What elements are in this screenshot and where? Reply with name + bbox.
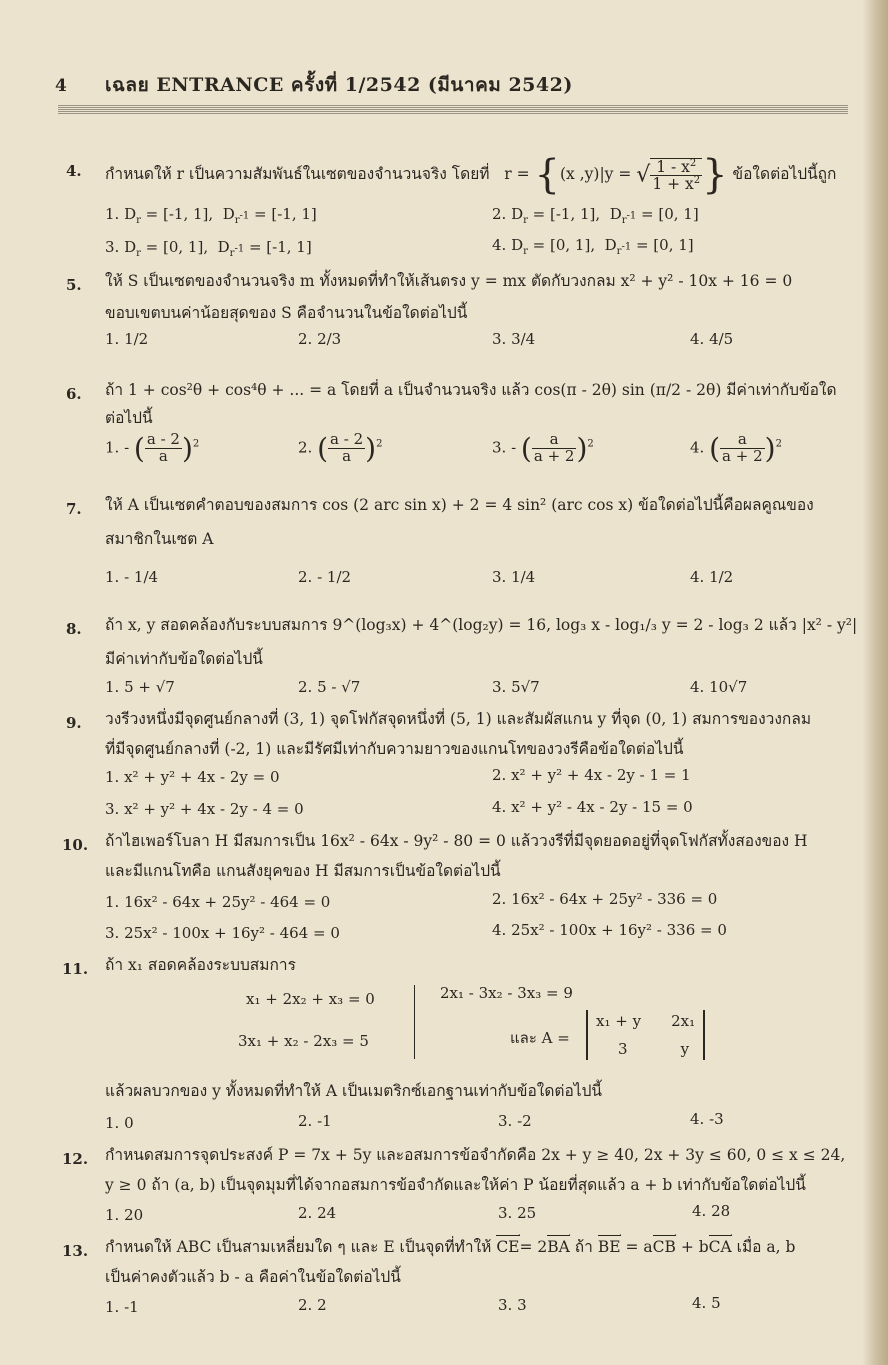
system-divider	[414, 985, 415, 1059]
choice-7-4[interactable]: 4. 1/2	[690, 568, 734, 586]
choice-7-1[interactable]: 1. - 1/4	[105, 568, 159, 586]
question-9-line2: ที่มีจุดศูนย์กลางที่ (-2, 1) และมีรัศมีเท่ากับความยาวของแกนโทของวงรีคือข้อใดต่อไปนี้	[105, 740, 684, 758]
question-12-line2: y ≥ 0 ถ้า (a, b) เป็นจุดมุมที่ได้จากอสมการข้อจำกัดและให้ค่า P น้อยที่สุดแล้ว a + b เท่ากับข้อใดต่อไปนี้	[105, 1176, 806, 1194]
equation-1: x₁ + 2x₂ + x₃ = 0	[246, 990, 375, 1008]
question-number: 5.	[66, 276, 82, 294]
choice-7-2[interactable]: 2. - 1/2	[298, 568, 352, 586]
choice-10-2[interactable]: 2. 16x² - 64x + 25y² - 336 = 0	[492, 890, 718, 908]
question-5-line2: ขอบเขตบนค่าน้อยสุดของ S คือจำนวนในข้อใดต่อไปนี้	[105, 304, 468, 322]
question-5-line1: ให้ S เป็นเซตของจำนวนจริง m ทั้งหมดที่ทำให้เส้นตรง y = mx ตัดกับวงกลม x² + y² - 10x + 16 = 0	[105, 272, 793, 290]
choice-13-3[interactable]: 3. 3	[498, 1296, 527, 1314]
question-11-line1: ถ้า x₁ สอดคล้องระบบสมการ	[105, 956, 296, 974]
choice-12-3[interactable]: 3. 25	[498, 1204, 537, 1222]
choice-6-2[interactable]: 2. ( $\frac{a - 2}{a}$ )$^2$	[298, 430, 383, 465]
choice-9-4[interactable]: 4. x² + y² - 4x - 2y - 15 = 0	[492, 798, 693, 816]
choice-5-1[interactable]: 1. 1/2	[105, 330, 149, 348]
choice-6-1[interactable]: 1. - ( $\frac{a - 2}{a}$ )$^2$	[105, 430, 200, 465]
question-number: 7.	[66, 500, 82, 518]
matrix-cell: x₁ + y	[596, 1012, 642, 1030]
question-number: 11.	[62, 960, 89, 978]
choice-4-1[interactable]: 1. $D_r = [-1$, 1], $D_{r^{-1}} = [-1$, 1]	[105, 205, 317, 226]
page-number: 4	[55, 76, 67, 96]
vector-cb: CB ›	[653, 1238, 676, 1256]
choice-12-2[interactable]: 2. 24	[298, 1204, 337, 1222]
choice-11-1[interactable]: 1. 0	[105, 1114, 134, 1132]
choice-4-4[interactable]: 4. $D_r = [0$, 1], $D_{r^{-1}} = [0$, 1]	[492, 236, 694, 257]
choice-5-4[interactable]: 4. 4/5	[690, 330, 734, 348]
choice-4-2[interactable]: 2. $D_r = [-1$, 1], $D_{r^{-1}} = [0$, 1]	[492, 205, 699, 226]
choice-10-1[interactable]: 1. 16x² - 64x + 25y² - 464 = 0	[105, 893, 331, 911]
equation-2: 3x₁ + x₂ - 2x₃ = 5	[238, 1032, 369, 1050]
choice-10-4[interactable]: 4. 25x² - 100x + 16y² - 336 = 0	[492, 921, 727, 939]
question-number: 8.	[66, 620, 82, 638]
matrix-label: และ A =	[510, 1029, 570, 1047]
choice-8-3[interactable]: 3. 5√7	[492, 678, 540, 696]
matrix-cell: 2x₁	[671, 1012, 696, 1030]
choice-12-1[interactable]: 1. 20	[105, 1206, 144, 1224]
question-number: 12.	[62, 1150, 89, 1168]
choice-11-4[interactable]: 4. -3	[690, 1110, 724, 1128]
question-number: 6.	[66, 385, 82, 403]
vector-be: BE ›	[598, 1238, 621, 1256]
choice-5-3[interactable]: 3. 3/4	[492, 330, 536, 348]
page-title: เฉลย ENTRANCE ครั้งที่ 1/2542 (มีนาคม 2542)	[105, 74, 573, 96]
choice-13-2[interactable]: 2. 2	[298, 1296, 327, 1314]
question-number: 9.	[66, 714, 82, 732]
choice-8-2[interactable]: 2. 5 - √7	[298, 678, 361, 696]
question-10-line1: ถ้าไฮเพอร์โบลา H มีสมการเป็น 16x² - 64x - 9y² - 80 = 0 แล้ววงรีที่มีจุดยอดอยู่ที่จุดโฟกัสทั้งสองของ H	[105, 832, 808, 850]
vector-ca: CA ›	[709, 1238, 732, 1256]
question-4-text: กำหนดให้ r เป็นความสัมพันธ์ในเซตของจำนวนจริง โดยที่ r = {(x ,y)|y = √ $\frac{1 - x^2}{1 + x^2}$ } ข้อใดต่อไปนี้ถูก	[105, 152, 837, 198]
question-13-line2: เป็นค่าคงตัวแล้ว b - a คือค่าในข้อใดต่อไปนี้	[105, 1268, 401, 1286]
choice-4-3[interactable]: 3. $D_r = [0$, 1], $D_{r^{-1}} = [-1$, 1]	[105, 238, 312, 259]
header-divider	[58, 104, 848, 114]
question-number: 4.	[66, 162, 82, 180]
choice-13-1[interactable]: 1. -1	[105, 1298, 139, 1316]
choice-5-2[interactable]: 2. 2/3	[298, 330, 342, 348]
vector-ba: BA ›	[547, 1238, 570, 1256]
question-12-line1: กำหนดสมการจุดประสงค์ P = 7x + 5y และอสมการข้อจำกัดคือ 2x + y ≥ 40, 2x + 3y ≤ 60, 0 ≤ x ≤ 24,	[105, 1146, 846, 1164]
question-number: 13.	[62, 1242, 89, 1260]
question-9-line1: วงรีวงหนึ่งมีจุดศูนย์กลางที่ (3, 1) จุดโฟกัสจุดหนึ่งที่ (5, 1) และสัมผัสแกน y ที่จุด (0, 1) สมการของวงกลม	[105, 710, 812, 728]
choice-11-2[interactable]: 2. -1	[298, 1112, 332, 1130]
choice-13-4[interactable]: 4. 5	[692, 1294, 721, 1312]
question-6-line1: ถ้า 1 + cos²θ + cos⁴θ + ... = a โดยที่ a เป็นจำนวนจริง แล้ว cos(π - 2θ) sin (π/2 - 2θ) มีค่าเท่ากับข้อใด	[105, 381, 837, 399]
question-8-line2: มีค่าเท่ากับข้อใดต่อไปนี้	[105, 650, 263, 668]
equation-3: 2x₁ - 3x₂ - 3x₃ = 9	[440, 984, 573, 1002]
matrix-cell: y	[680, 1040, 690, 1058]
choice-9-2[interactable]: 2. x² + y² + 4x - 2y - 1 = 1	[492, 766, 691, 784]
choice-10-3[interactable]: 3. 25x² - 100x + 16y² - 464 = 0	[105, 924, 340, 942]
vector-ce: CE ›	[496, 1238, 519, 1256]
question-13-line1: กำหนดให้ ABC เป็นสามเหลี่ยมใด ๆ และ E เป็นจุดที่ทำให้ CE ›= 2BA › ถ้า BE › = aCB › + bCA › เมื่อ a, b	[105, 1234, 875, 1259]
choice-12-4[interactable]: 4. 28	[692, 1202, 731, 1220]
matrix-a	[586, 1010, 705, 1060]
choice-6-3[interactable]: 3. - ( $\frac{a}{a + 2}$ )$^2$	[492, 430, 594, 465]
choice-9-1[interactable]: 1. x² + y² + 4x - 2y = 0	[105, 768, 280, 786]
choice-6-4[interactable]: 4. ( $\frac{a}{a + 2}$ )$^2$	[690, 430, 782, 465]
question-8-line1: ถ้า x, y สอดคล้องกับระบบสมการ 9^(log₃x) + 4^(log₂y) = 16, log₃ x - log₁/₃ y = 2 - log₃ 2 แล้ว |x² - y²|	[105, 616, 858, 634]
question-7-line2: สมาชิกในเซต A	[105, 530, 214, 548]
choice-9-3[interactable]: 3. x² + y² + 4x - 2y - 4 = 0	[105, 800, 304, 818]
choice-7-3[interactable]: 3. 1/4	[492, 568, 536, 586]
matrix-cell: 3	[618, 1040, 628, 1058]
choice-11-3[interactable]: 3. -2	[498, 1112, 532, 1130]
question-10-line2: และมีแกนโทคือ แกนสังยุคของ H มีสมการเป็นข้อใดต่อไปนี้	[105, 862, 501, 880]
question-number: 10.	[62, 836, 89, 854]
question-11-line2: แล้วผลบวกของ y ทั้งหมดที่ทำให้ A เป็นเมตริกซ์เอกฐานเท่ากับข้อใดต่อไปนี้	[105, 1082, 603, 1100]
choice-8-1[interactable]: 1. 5 + √7	[105, 678, 175, 696]
question-7-line1: ให้ A เป็นเซตคำตอบของสมการ cos (2 arc sin x) + 2 = 4 sin² (arc cos x) ข้อใดต่อไปนี้คือผลคูณของ	[105, 496, 814, 514]
choice-8-4[interactable]: 4. 10√7	[690, 678, 748, 696]
question-6-line2: ต่อไปนี้	[105, 409, 153, 427]
